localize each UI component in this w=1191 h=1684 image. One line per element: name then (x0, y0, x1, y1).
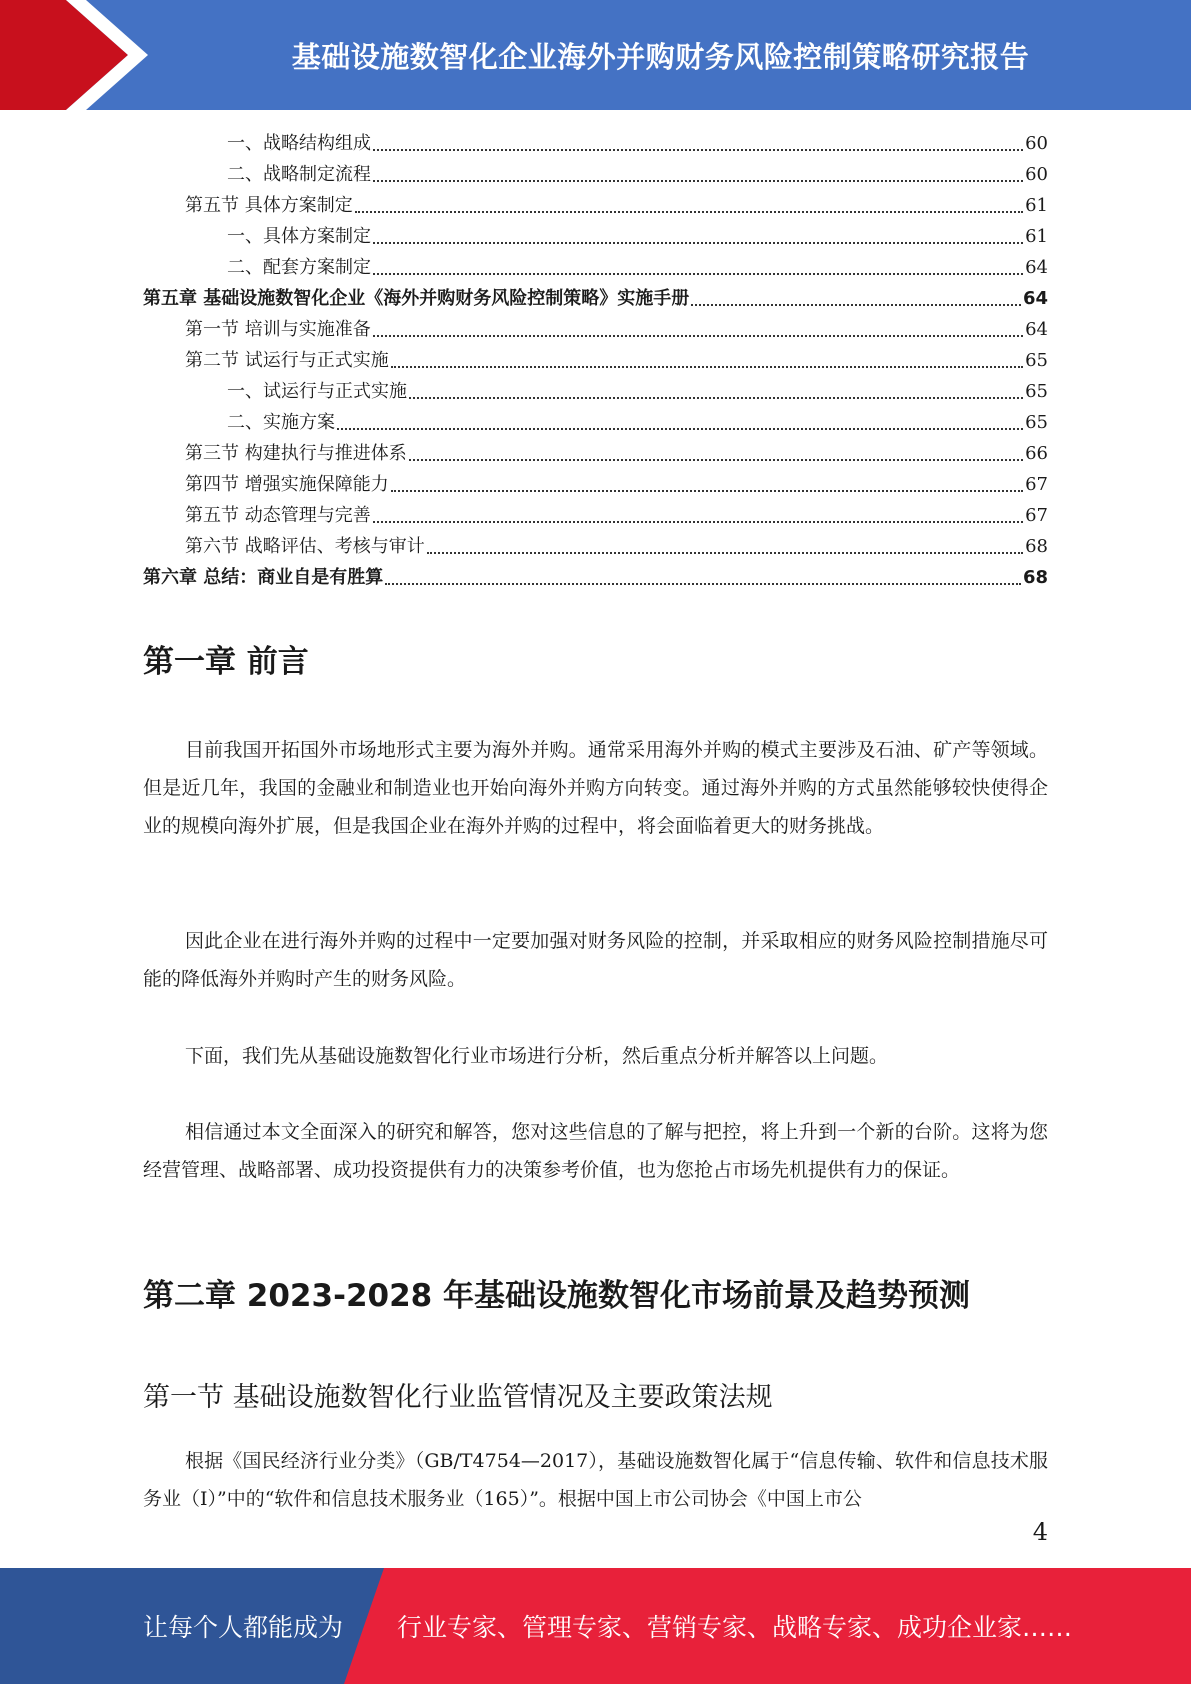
toc-dot-leader (373, 272, 1023, 275)
toc-entry-title: 第六章 总结：商业自是有胜算 (143, 567, 384, 588)
toc-entry[interactable] (143, 159, 1048, 190)
toc-dot-leader (373, 179, 1023, 182)
toc-entry-page-number: 61 (1025, 195, 1048, 216)
chapter-2-section-1-paragraph: 根据《国民经济行业分类》（GB/T4754—2017），基础设施数智化属于“信息传输、软件和信息技术服务业（I）”中的“软件和信息技术服务业（165）”。根据中国上市公司协会《中国上市公 (143, 1450, 1048, 1510)
toc-dot-leader (409, 458, 1023, 461)
report-title: 基础设施数智化企业海外并购财务风险控制策略研究报告 (291, 39, 1030, 74)
toc-dot-leader (355, 210, 1023, 213)
toc-entry-page-number: 68 (1025, 536, 1048, 557)
toc-entry-page-number: 65 (1025, 381, 1048, 402)
table-of-contents (143, 128, 1048, 593)
chapter-1-paragraph-4: 相信通过本文全面深入的研究和解答，您对这些信息的了解与把控，将上升到一个新的台阶。这将为您经营管理、战略部署、成功投资提供有力的决策参考价值，也为您抢占市场先机提供有力的保证。 (143, 1121, 1048, 1181)
toc-entry-page-number: 67 (1025, 474, 1048, 495)
toc-entry-page-number: 64 (1022, 288, 1048, 309)
toc-dot-leader (385, 582, 1021, 585)
toc-entry-title: 二、战略制定流程 (227, 164, 371, 185)
toc-dot-leader (373, 520, 1023, 523)
toc-entry-page-number: 64 (1025, 257, 1048, 278)
toc-entry-title: 一、试运行与正式实施 (227, 381, 407, 402)
toc-entry-page-number: 61 (1025, 226, 1048, 247)
chapter-1-paragraph-1: 目前我国开拓国外市场地形式主要为海外并购。通常采用海外并购的模式主要涉及石油、矿产等领域。但是近几年，我国的金融业和制造业也开始向海外并购方向转变。通过海外并购的方式虽然能够较快使得企业的规模向海外扩展，但是我国企业在海外并购的过程中，将会面临着更大的财务挑战。 (143, 739, 1048, 837)
toc-entry[interactable] (143, 190, 1048, 221)
toc-entry-title: 第三节 构建执行与推进体系 (185, 443, 407, 464)
toc-entry-title: 二、配套方案制定 (227, 257, 371, 278)
chapter-1-paragraph-2: 因此企业在进行海外并购的过程中一定要加强对财务风险的控制，并采取相应的财务风险控制措施尽可能的降低海外并购时产生的财务风险。 (143, 930, 1048, 990)
toc-entry[interactable] (143, 531, 1048, 562)
toc-dot-leader (373, 241, 1023, 244)
toc-entry[interactable] (143, 469, 1048, 500)
toc-entry-title: 第五节 具体方案制定 (185, 195, 353, 216)
toc-entry-title: 第六节 战略评估、考核与审计 (185, 536, 425, 557)
toc-dot-leader (391, 489, 1023, 492)
toc-entry-page-number: 65 (1025, 350, 1048, 371)
toc-entry-title: 一、战略结构组成 (227, 133, 371, 154)
header-chevron-decoration (0, 0, 160, 110)
page-header (0, 0, 1191, 110)
toc-entry[interactable] (143, 128, 1048, 159)
toc-dot-leader (427, 551, 1023, 554)
toc-entry-page-number: 60 (1025, 164, 1048, 185)
toc-entry-page-number: 68 (1022, 567, 1048, 588)
toc-entry-title: 第一节 培训与实施准备 (185, 319, 371, 340)
toc-entry-title: 第二节 试运行与正式实施 (185, 350, 389, 371)
toc-entry-page-number: 60 (1025, 133, 1048, 154)
toc-entry-title: 第五节 动态管理与完善 (185, 505, 371, 526)
page-number: 4 (1032, 1518, 1048, 1546)
toc-entry[interactable] (143, 500, 1048, 531)
footer-slogan-prefix: 让每个人都能成为 (143, 1613, 344, 1642)
chapter-2-section-1-title: 第一节 基础设施数智化行业监管情况及主要政策法规 (143, 1382, 773, 1413)
toc-dot-leader (409, 396, 1023, 399)
chapter-2-title: 第二章 2023-2028 年基础设施数智化市场前景及趋势预测 (143, 1278, 971, 1314)
toc-entry[interactable] (143, 283, 1048, 314)
chapter-1-title: 第一章 前言 (143, 644, 309, 680)
toc-entry[interactable] (143, 562, 1048, 593)
toc-dot-leader (337, 427, 1023, 430)
toc-entry[interactable] (143, 376, 1048, 407)
chapter-1-paragraph-3: 下面，我们先从基础设施数智化行业市场进行分析，然后重点分析并解答以上问题。 (185, 1045, 889, 1067)
toc-dot-leader (373, 148, 1023, 151)
toc-dot-leader (691, 303, 1021, 306)
toc-entry-title: 一、具体方案制定 (227, 226, 371, 247)
toc-entry-title: 第四节 增强实施保障能力 (185, 474, 389, 495)
page-footer (0, 1568, 1191, 1684)
toc-entry-page-number: 65 (1025, 412, 1048, 433)
toc-entry[interactable] (143, 252, 1048, 283)
toc-dot-leader (373, 334, 1023, 337)
toc-entry-title: 二、实施方案 (227, 412, 335, 433)
toc-entry-page-number: 64 (1025, 319, 1048, 340)
toc-entry-page-number: 67 (1025, 505, 1048, 526)
toc-entry[interactable] (143, 407, 1048, 438)
toc-entry[interactable] (143, 345, 1048, 376)
toc-entry[interactable] (143, 438, 1048, 469)
toc-entry[interactable] (143, 221, 1048, 252)
toc-dot-leader (391, 365, 1023, 368)
toc-entry-title: 第五章 基础设施数智化企业《海外并购财务风险控制策略》实施手册 (143, 288, 690, 309)
footer-slogan-list: 行业专家、管理专家、营销专家、战略专家、成功企业家…… (397, 1613, 1073, 1642)
toc-entry[interactable] (143, 314, 1048, 345)
toc-entry-page-number: 66 (1025, 443, 1048, 464)
